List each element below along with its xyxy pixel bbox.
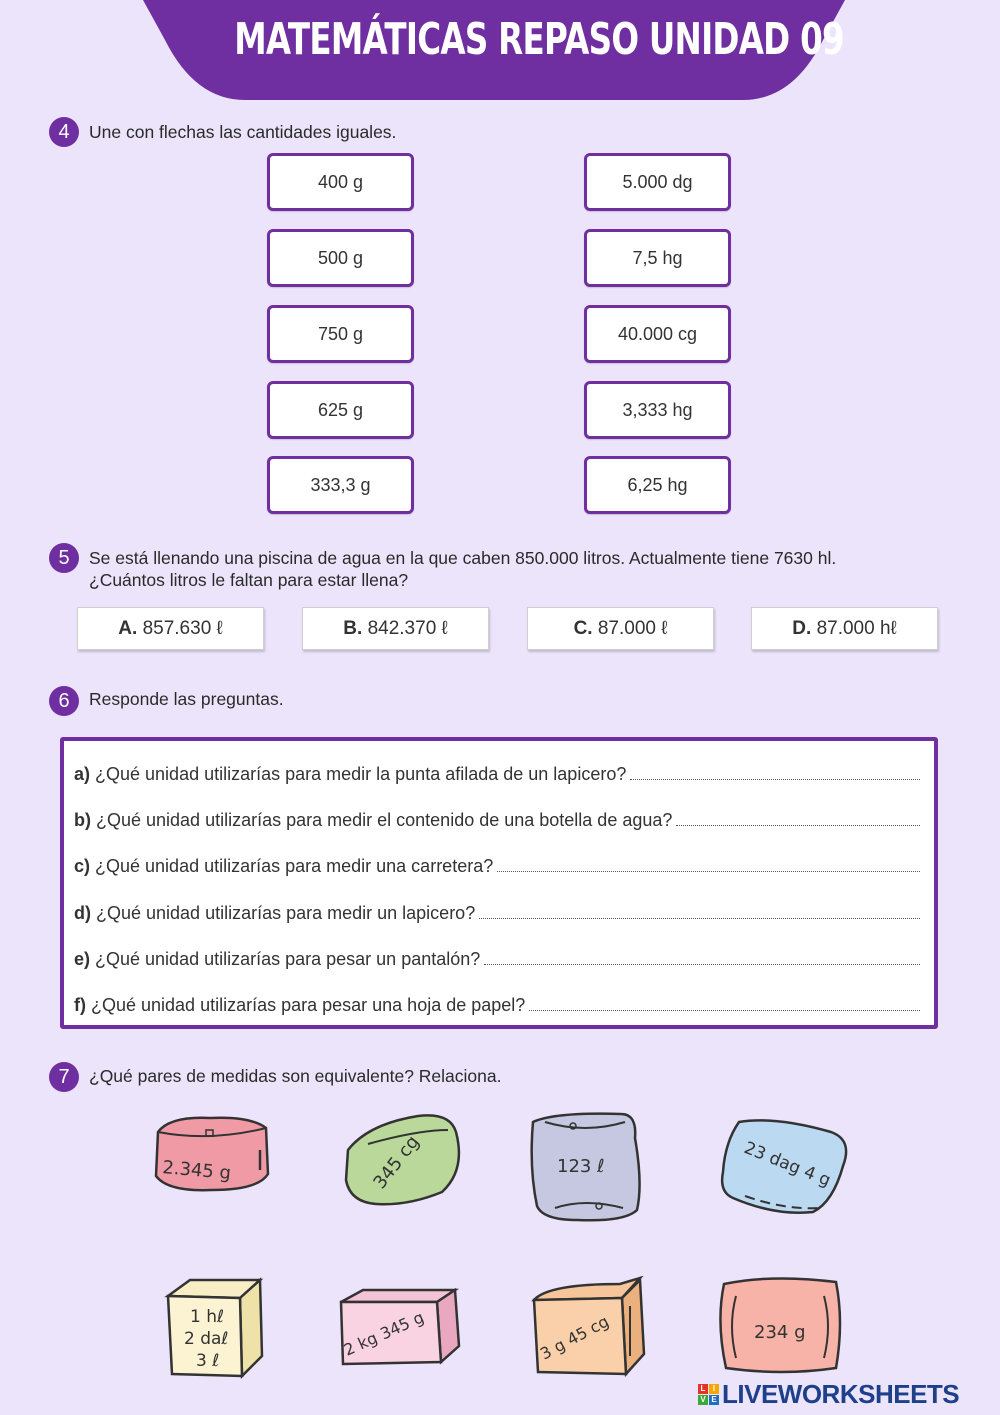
logo-squares-icon <box>698 1384 719 1405</box>
liveworksheets-logo[interactable] <box>698 1380 959 1408</box>
option-value: 87.000 ℓ <box>597 618 668 639</box>
question-4-text: Une con flechas las cantidades iguales. <box>89 122 397 142</box>
option-letter: D. <box>792 618 812 639</box>
block-2345g[interactable] <box>150 1112 275 1194</box>
block-cube-line-1: 1 hℓ <box>190 1307 225 1327</box>
question-text: ¿Qué unidad utilizarías para pesar un pantalón? <box>95 949 481 969</box>
option-d[interactable] <box>751 607 938 650</box>
logo-square: V <box>698 1395 708 1405</box>
block-cube-hl-dal-l[interactable] <box>160 1274 270 1382</box>
option-value: 857.630 ℓ <box>142 618 223 639</box>
question-number-5: 5 <box>49 543 79 573</box>
question-label: e) <box>74 949 91 969</box>
option-a[interactable] <box>77 607 264 650</box>
right-box-5[interactable]: 6,25 hg <box>584 456 731 514</box>
questions-box <box>60 737 938 1029</box>
block-label: 2 kg 345 g <box>340 1307 427 1360</box>
question-6-text: Responde las preguntas. <box>89 689 284 709</box>
right-box-3[interactable]: 40.000 cg <box>584 305 731 363</box>
question-5-text-line1: Se está llenando una piscina de agua en la que caben 850.000 litros. Actualmente tiene 7630 hl. <box>89 548 837 568</box>
question-text: ¿Qué unidad utilizarías para medir una carretera? <box>95 856 494 876</box>
block-2kg345g[interactable] <box>335 1286 467 1368</box>
block-label: 23 dag 4 g <box>741 1138 834 1191</box>
block-cube-line-3: 3 ℓ <box>196 1351 220 1371</box>
question-label: a) <box>74 764 91 784</box>
block-label: 234 g <box>754 1322 806 1343</box>
answer-line[interactable] <box>497 871 920 872</box>
page-title: MATEMÁTICAS REPASO UNIDAD 09 <box>234 14 844 65</box>
question-7-text: ¿Qué pares de medidas son equivalente? Relaciona. <box>89 1066 502 1086</box>
question-label: c) <box>74 856 91 876</box>
question-text: ¿Qué unidad utilizarías para medir un lapicero? <box>96 903 476 923</box>
question-label: d) <box>74 903 91 923</box>
logo-text: LIVEWORKSHEETS <box>722 1378 960 1409</box>
question-5-text-line2: ¿Cuántos litros le faltan para estar llena? <box>89 570 409 590</box>
question-text: ¿Qué unidad utilizarías para pesar una hoja de papel? <box>91 995 526 1015</box>
question-line-a[interactable] <box>74 755 920 785</box>
block-label: 345 cg <box>369 1131 424 1194</box>
option-letter: C. <box>573 618 593 639</box>
answer-line[interactable] <box>529 1010 920 1011</box>
answer-line[interactable] <box>479 918 920 919</box>
question-number-6: 6 <box>49 686 79 716</box>
logo-square: L <box>698 1384 708 1394</box>
right-box-4[interactable]: 3,333 hg <box>584 381 731 439</box>
question-text: ¿Qué unidad utilizarías para medir el contenido de una botella de agua? <box>96 810 673 830</box>
question-line-e[interactable] <box>74 940 920 970</box>
left-box-4[interactable]: 625 g <box>267 381 414 439</box>
answer-line[interactable] <box>676 825 920 826</box>
question-line-c[interactable] <box>74 847 920 877</box>
option-value: 87.000 hℓ <box>816 618 897 639</box>
block-cube-line-2: 2 daℓ <box>184 1329 229 1349</box>
option-b[interactable] <box>302 607 489 650</box>
right-box-2[interactable]: 7,5 hg <box>584 229 731 287</box>
block-3g45cg[interactable] <box>528 1276 650 1380</box>
block-label: 2.345 g <box>161 1157 232 1184</box>
question-line-d[interactable] <box>74 894 920 924</box>
left-box-5[interactable]: 333,3 g <box>267 456 414 514</box>
option-letter: B. <box>343 618 363 639</box>
question-label: b) <box>74 810 91 830</box>
logo-square: I <box>709 1384 719 1394</box>
question-line-b[interactable] <box>74 801 920 831</box>
left-box-3[interactable]: 750 g <box>267 305 414 363</box>
block-label: 123 ℓ <box>557 1156 605 1177</box>
block-234g[interactable] <box>712 1272 848 1378</box>
answer-line[interactable] <box>484 964 920 965</box>
question-text: ¿Qué unidad utilizarías para medir la punta afilada de un lapicero? <box>95 764 627 784</box>
question-number-4: 4 <box>49 117 79 147</box>
block-345cg[interactable] <box>338 1110 468 1210</box>
block-label: 3 g 45 cg <box>536 1311 613 1364</box>
header-banner <box>143 0 845 100</box>
question-number-7: 7 <box>49 1062 79 1092</box>
block-23dag4g[interactable] <box>715 1112 855 1220</box>
option-letter: A. <box>118 618 138 639</box>
left-box-1[interactable]: 400 g <box>267 153 414 211</box>
option-value: 842.370 ℓ <box>367 618 448 639</box>
right-box-1[interactable]: 5.000 dg <box>584 153 731 211</box>
logo-square: E <box>709 1395 719 1405</box>
answer-line[interactable] <box>630 779 920 780</box>
option-c[interactable] <box>527 607 714 650</box>
question-label: f) <box>74 995 86 1015</box>
left-box-2[interactable]: 500 g <box>267 229 414 287</box>
question-line-f[interactable] <box>74 986 920 1016</box>
block-123l[interactable] <box>525 1108 647 1226</box>
